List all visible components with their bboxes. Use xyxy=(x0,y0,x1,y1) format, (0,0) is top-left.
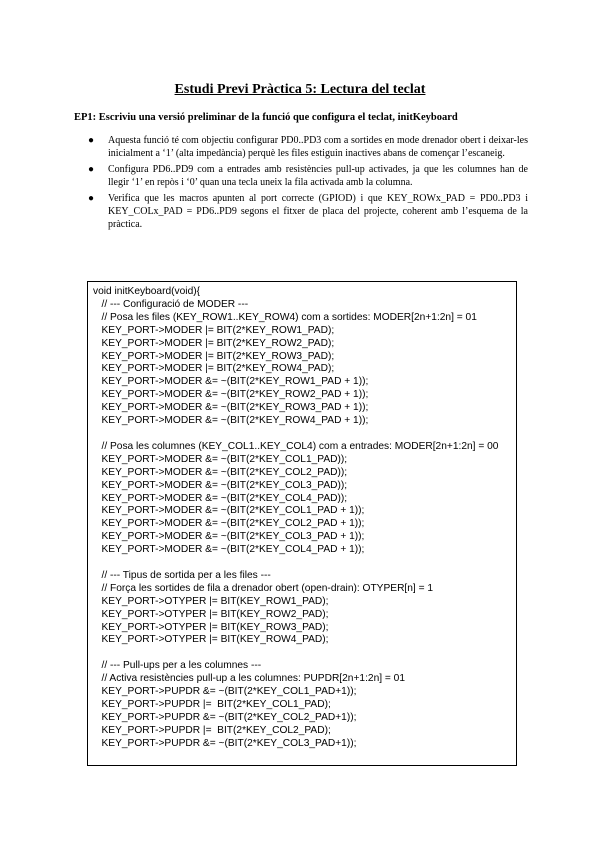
code-line: KEY_PORT->PUPDR &= ~(BIT(2*KEY_COL1_PAD+1)); xyxy=(93,686,357,698)
list-item xyxy=(88,134,528,160)
list-item xyxy=(88,192,528,231)
code-line: KEY_PORT->MODER |= BIT(2*KEY_ROW2_PAD); xyxy=(93,337,335,349)
list-item xyxy=(88,163,528,189)
code-line: KEY_PORT->MODER |= BIT(2*KEY_ROW3_PAD); xyxy=(93,350,335,362)
code-line: // --- Tipus de sortida per a les files --- xyxy=(93,569,271,581)
bullet-icon: ● xyxy=(88,164,95,175)
code-block xyxy=(87,281,517,766)
code-line: KEY_PORT->MODER &= ~(BIT(2*KEY_ROW1_PAD + 1)); xyxy=(93,376,369,388)
code-line: // Força les sortides de fila a drenador obert (open-drain): OTYPER[n] = 1 xyxy=(93,582,434,594)
code-line: KEY_PORT->MODER &= ~(BIT(2*KEY_COL1_PAD + 1)); xyxy=(93,505,365,517)
code-line: KEY_PORT->MODER |= BIT(2*KEY_ROW1_PAD); xyxy=(93,324,335,336)
bullet-text: Aquesta funció té com objectiu configurar PD0..PD3 com a sortides en mode drenador obert i deixar-les inicialment a ‘1’ (alta impedància) perquè les files estiguin inactives abans de començar l’escaneig. xyxy=(108,135,528,159)
code-line: KEY_PORT->MODER &= ~(BIT(2*KEY_ROW2_PAD + 1)); xyxy=(93,389,369,401)
code-line: KEY_PORT->MODER &= ~(BIT(2*KEY_COL3_PAD)); xyxy=(93,479,348,491)
code-line: KEY_PORT->MODER &= ~(BIT(2*KEY_COL4_PAD)); xyxy=(93,492,348,504)
code-line: // --- Configuració de MODER --- xyxy=(93,298,249,310)
code-line xyxy=(93,428,510,441)
code-line: KEY_PORT->PUPDR &= ~(BIT(2*KEY_COL3_PAD+1)); xyxy=(93,737,357,749)
bullet-text: Configura PD6..PD9 com a entrades amb resistències pull-up activades, ja que les columnes han de llegir ‘1’ en repòs i ‘0’ quan una tecla uneix la fila activada amb la columna. xyxy=(108,164,528,188)
code-line: KEY_PORT->MODER &= ~(BIT(2*KEY_COL2_PAD)); xyxy=(93,466,348,478)
code-line: // Activa resistències pull-up a les columnes: PUPDR[2n+1:2n] = 01 xyxy=(93,673,406,685)
code-line: KEY_PORT->MODER &= ~(BIT(2*KEY_COL1_PAD)); xyxy=(93,453,348,465)
code-line: // --- Pull-ups per a les columnes --- xyxy=(93,660,262,672)
bullet-list xyxy=(88,134,528,234)
code-line: KEY_PORT->MODER &= ~(BIT(2*KEY_COL3_PAD + 1)); xyxy=(93,531,365,543)
bullet-icon: ● xyxy=(88,193,95,204)
code-line: // Posa les columnes (KEY_COL1..KEY_COL4) com a entrades: MODER[2n+1:2n] = 00 xyxy=(93,440,499,452)
code-line: KEY_PORT->MODER &= ~(BIT(2*KEY_ROW3_PAD + 1)); xyxy=(93,402,369,414)
code-line: // Posa les files (KEY_ROW1..KEY_ROW4) com a sortides: MODER[2n+1:2n] = 01 xyxy=(93,311,477,323)
code-line: KEY_PORT->MODER &= ~(BIT(2*KEY_COL2_PAD + 1)); xyxy=(93,518,365,530)
code-line: KEY_PORT->PUPDR |= BIT(2*KEY_COL2_PAD); xyxy=(93,724,331,736)
code-line: KEY_PORT->MODER |= BIT(2*KEY_ROW4_PAD); xyxy=(93,363,335,375)
section-heading: EP1: Escriviu una versió preliminar de la funció que configura el teclat, initKeyboard xyxy=(74,112,458,123)
bullet-text: Verifica que les macros apunten al port correcte (GPIOD) i que KEY_ROWx_PAD = PD0..PD3 i KEY_COLx_PAD = PD6..PD9 segons el fitxer de placa del projecte, coherent amb l’esquema de la pràctica. xyxy=(108,193,528,230)
code-line: KEY_PORT->OTYPER |= BIT(KEY_ROW1_PAD); xyxy=(93,595,329,607)
code-line: KEY_PORT->PUPDR |= BIT(2*KEY_COL1_PAD); xyxy=(93,699,331,710)
code-line: KEY_PORT->MODER &= ~(BIT(2*KEY_COL4_PAD + 1)); xyxy=(93,544,365,556)
code-line: KEY_PORT->OTYPER |= BIT(KEY_ROW3_PAD); xyxy=(93,621,329,633)
page-title: Estudi Previ Pràctica 5: Lectura del teclat xyxy=(174,82,426,97)
code-line: KEY_PORT->OTYPER |= BIT(KEY_ROW2_PAD); xyxy=(93,608,329,620)
code-line: KEY_PORT->MODER &= ~(BIT(2*KEY_ROW4_PAD + 1)); xyxy=(93,415,369,427)
bullet-icon: ● xyxy=(88,135,95,146)
code-line: KEY_PORT->PUPDR &= ~(BIT(2*KEY_COL2_PAD+1)); xyxy=(93,711,357,723)
code-line: KEY_PORT->OTYPER |= BIT(KEY_ROW4_PAD); xyxy=(93,634,329,646)
code-line xyxy=(93,557,510,570)
code-line xyxy=(93,647,510,660)
code-line: void initKeyboard(void){ xyxy=(93,286,201,297)
